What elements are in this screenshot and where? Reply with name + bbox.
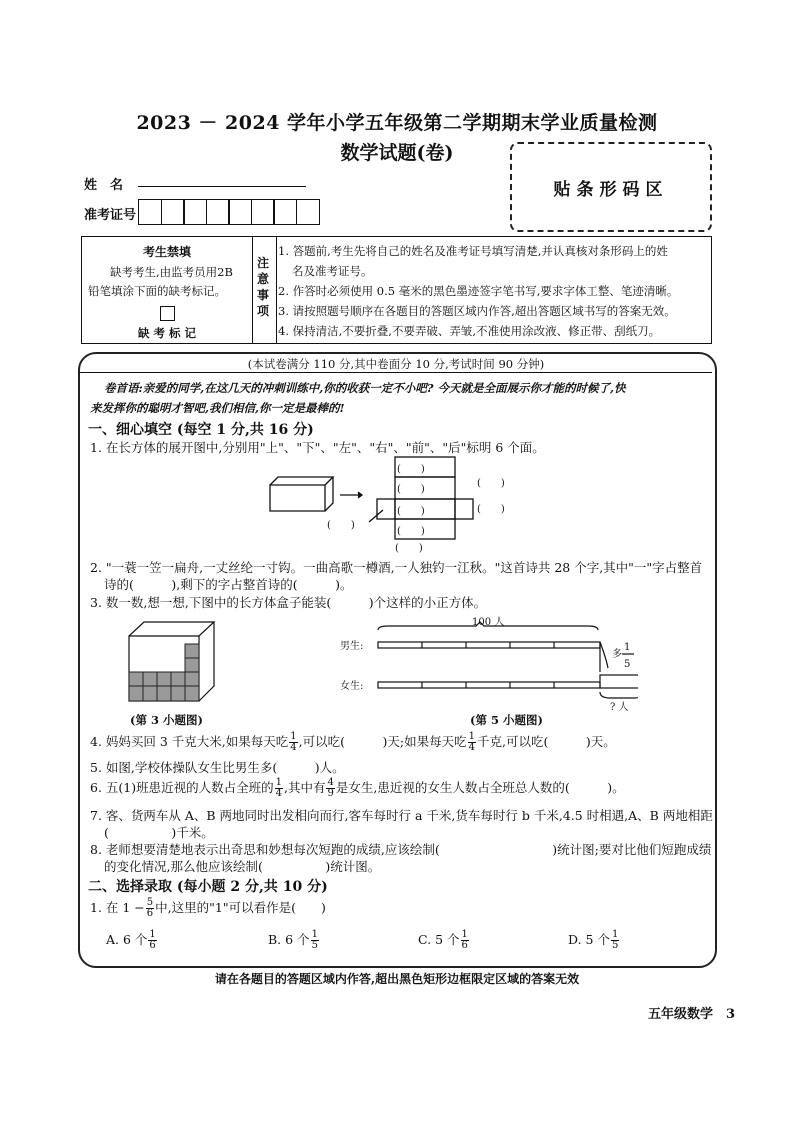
q4-part-2: ,可以吃( )天;如果每天吃 bbox=[298, 734, 467, 749]
notice-item: 4. 保持清洁,不要折叠,不要弄破、弄皱,不准使用涂改液、修正带、刮纸刀。 bbox=[278, 324, 661, 338]
preface-line-1: 卷首语:亲爱的同学,在这几天的冲刺训练中,你的收获一定不小吧? 今天就是全面展示你才能的时候了,快 bbox=[104, 381, 626, 395]
c1-part-1: 1. 在 1 − bbox=[90, 900, 145, 915]
id-label: 准考证号 bbox=[84, 208, 137, 223]
question-2-line-1: 2. "一蓑一笠一扁舟,一丈丝纶一寸钩。一曲高歌一樽酒,一人独钓一江秋。"这首诗共 28 个字,其中"一"字占整首 bbox=[90, 560, 703, 575]
notice-item: 3. 请按照题号顺序在各题目的答题区域内作答,超出答题区域书写的答案无效。 bbox=[278, 304, 676, 318]
figure-3-caption: (第 3 小题图) bbox=[130, 713, 203, 727]
question-1: 1. 在长方体的展开图中,分别用"上"、"下"、"左"、"右"、"前"、"后"标明 6 个面。 bbox=[90, 440, 545, 455]
bar-model-figure bbox=[338, 612, 638, 712]
notice-box bbox=[81, 236, 712, 344]
choice-question-1 bbox=[90, 898, 326, 919]
more-den: 5 bbox=[624, 659, 631, 670]
q6-fraction-2: $\frac{4}{9}$ bbox=[327, 777, 334, 799]
q6-part-3: 是女生,患近视的女生人数占全班总人数的( )。 bbox=[335, 780, 625, 795]
net-face-label-7: ( ) bbox=[327, 520, 355, 531]
c1-part-2: 中,这里的"1"可以看作是( ) bbox=[155, 900, 326, 915]
net-face-label-2: ( ) bbox=[397, 484, 425, 495]
absent-mark-label: 缺 考 标 记 bbox=[137, 326, 196, 340]
figure-5-caption: (第 5 小题图) bbox=[470, 713, 543, 727]
q4-part-1: 4. 妈妈买回 3 千克大米,如果每天吃 bbox=[90, 734, 289, 749]
question-8-line-1: 8. 老师想要清楚地表示出奇思和妙想每次短跑的成绩,应该绘制( )统计图;要对比他们短跑成绩 bbox=[90, 842, 712, 857]
absent-checkbox[interactable] bbox=[160, 306, 175, 321]
cuboid-net-figure bbox=[265, 452, 535, 557]
id-number-boxes[interactable] bbox=[138, 199, 318, 225]
notice-left-text-1: 缺考考生,由监考员用2B bbox=[110, 265, 233, 279]
question-3: 3. 数一数,想一想,下图中的长方体盒子能装( )个这样的小正方体。 bbox=[90, 595, 487, 610]
option-c[interactable]: C. 5 个 $\frac{1}{6}$ bbox=[418, 929, 468, 951]
q4-part-3: 千克,可以吃( )天。 bbox=[476, 734, 616, 749]
c1-fraction: $\frac{5}{6}$ bbox=[146, 897, 154, 919]
option-d[interactable]: D. 5 个 $\frac{1}{5}$ bbox=[568, 929, 619, 951]
question-7-line-1: 7. 客、货两车从 A、B 两地同时出发相向而行,客车每时行 a 千米,货车每时行 b 千米,4.5 时相遇,A、B 两地相距 bbox=[90, 808, 713, 823]
box-cubes-figure bbox=[124, 616, 224, 706]
q4-fraction-2: $\frac{1}{4}$ bbox=[468, 731, 475, 753]
preface-line-2: 来发挥你的聪明才智吧,我们相信,你一定是最棒的! bbox=[90, 401, 345, 415]
section-2-title: 二、选择录取 (每小题 2 分,共 10 分) bbox=[88, 879, 328, 895]
notice-left-text-2: 铅笔填涂下面的缺考标记。 bbox=[88, 284, 226, 298]
boys-label: 男生: bbox=[340, 641, 364, 652]
q6-part-1: 6. 五(1)班患近视的人数占全班的 bbox=[90, 780, 274, 795]
exam-info: (本试卷满分 110 分,其中卷面分 10 分,考试时间 90 分钟) bbox=[80, 356, 712, 373]
question-4 bbox=[90, 732, 616, 753]
net-face-label-3: ( ) bbox=[397, 506, 425, 517]
net-face-label-5: ( ) bbox=[477, 478, 505, 489]
page-label: 五年级数学 3 bbox=[648, 1007, 736, 1022]
barcode-area: 贴条形码区 bbox=[510, 142, 712, 232]
question-2-line-2: 诗的( ),剩下的字占整首诗的( )。 bbox=[104, 577, 353, 592]
more-num: 1 bbox=[624, 642, 631, 653]
net-face-label-6: ( ) bbox=[477, 504, 505, 515]
section-1-title: 一、细心填空 (每空 1 分,共 16 分) bbox=[88, 422, 314, 438]
q4-fraction-1: $\frac{1}{4}$ bbox=[290, 731, 297, 753]
net-face-label-8: ( ) bbox=[395, 543, 423, 554]
notice-middle-label: 注意事项 bbox=[257, 256, 270, 318]
name-field[interactable] bbox=[138, 186, 306, 187]
net-face-label-1: ( ) bbox=[397, 464, 425, 475]
question-8-line-2: 的变化情况,那么他应该绘制( )统计图。 bbox=[104, 859, 381, 874]
notice-items bbox=[278, 241, 708, 341]
question-6 bbox=[90, 778, 625, 799]
footer-notice: 请在各题目的答题区域内作答,超出黑色矩形边框限定区域的答案无效 bbox=[214, 972, 580, 986]
notice-item: 1. 答题前,考生先将自己的姓名及准考证号填写清楚,并认真核对条形码上的姓 bbox=[278, 244, 668, 258]
q6-fraction-1: $\frac{1}{4}$ bbox=[275, 777, 282, 799]
option-b[interactable]: B. 6 个 $\frac{1}{5}$ bbox=[268, 929, 318, 951]
option-a[interactable]: A. 6 个 $\frac{1}{6}$ bbox=[106, 929, 156, 951]
notice-item: 名及准考证号。 bbox=[292, 264, 373, 278]
notice-left-title: 考生禁填 bbox=[142, 245, 191, 259]
exam-title: 2023 － 2024 学年小学五年级第二学期期末学业质量检测 bbox=[136, 112, 658, 134]
more-label: 多 bbox=[612, 649, 622, 660]
exam-subtitle: 数学试题(卷) bbox=[340, 142, 454, 164]
notice-left bbox=[82, 237, 253, 343]
question-5: 5. 如图,学校体操队女生比男生多( )人。 bbox=[90, 760, 345, 775]
question-7-line-2: ( )千米。 bbox=[104, 825, 214, 840]
name-label: 姓 名 bbox=[84, 178, 124, 193]
unknown-label: ? 人 bbox=[610, 702, 629, 712]
total-label: 100 人 bbox=[472, 617, 505, 628]
notice-middle bbox=[252, 237, 277, 343]
net-face-label-4: ( ) bbox=[397, 526, 425, 537]
notice-item: 2. 作答时必须使用 0.5 毫米的黑色墨迹签字笔书写,要求字体工整、笔迹清晰。 bbox=[278, 284, 679, 298]
girls-label: 女生: bbox=[340, 681, 364, 692]
q6-part-2: ,其中有 bbox=[283, 780, 326, 795]
